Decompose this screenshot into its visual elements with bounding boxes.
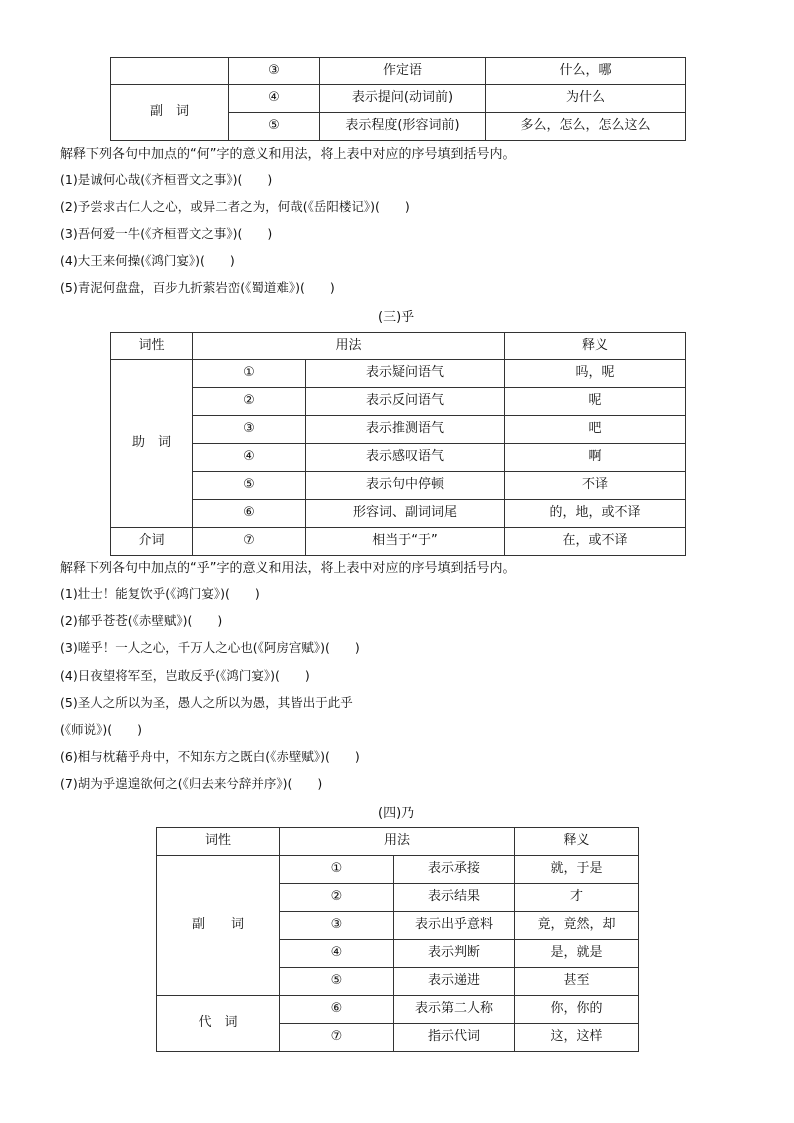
table-cell-num: ② <box>280 884 394 912</box>
he-question-2: (2)予尝求古仁人之心，或异二者之为，何哉(《岳阳楼记》)( ) <box>60 199 410 214</box>
table-cell-num: ⑥ <box>193 500 306 528</box>
table-cell-num: ② <box>193 388 306 416</box>
table-cell-meaning: 吗，呢 <box>505 360 686 388</box>
table-cell-num: ④ <box>280 940 394 968</box>
hu-question-1: (1)壮士！能复饮乎(《鸿门宴》)( ) <box>60 586 260 601</box>
hu-question-7: (7)胡为乎遑遑欲何之(《归去来兮辞并序》)( ) <box>60 776 323 791</box>
table-cell-num: ④ <box>229 85 320 113</box>
he-question-1: (1)是诚何心哉(《齐桓晋文之事》)( ) <box>60 172 273 187</box>
table-cell-pos: 副 词 <box>111 85 229 141</box>
table-cell-usage: 表示递进 <box>394 968 515 996</box>
header-pos: 词性 <box>157 828 280 856</box>
table-cell-usage: 表示第二人称 <box>394 996 515 1024</box>
hu-question-5-cont: (《师说》)( ) <box>60 722 143 737</box>
table-cell-num: ⑥ <box>280 996 394 1024</box>
table-cell-num: ③ <box>229 58 320 85</box>
hu-question-2: (2)郁乎苍苍(《赤壁赋》)( ) <box>60 613 223 628</box>
table-cell-meaning: 在，或不译 <box>505 528 686 556</box>
table-cell-usage: 表示承接 <box>394 856 515 884</box>
he-usage-table <box>110 57 686 141</box>
hu-instruction: 解释下列各句中加点的“乎”字的意义和用法，将上表中对应的序号填到括号内。 <box>60 561 516 576</box>
section-title-hu: (三)乎 <box>378 310 415 325</box>
table-cell-num: ③ <box>193 416 306 444</box>
table-cell-meaning: 才 <box>515 884 639 912</box>
table-cell-usage: 指示代词 <box>394 1024 515 1052</box>
header-meaning: 释义 <box>505 333 686 360</box>
table-cell-usage: 表示反问语气 <box>306 388 505 416</box>
table-cell-num: ⑤ <box>229 113 320 141</box>
hu-usage-table <box>110 332 686 556</box>
table-cell-usage: 表示程度(形容词前) <box>320 113 486 141</box>
table-cell-num: ⑦ <box>193 528 306 556</box>
table-cell-usage: 表示判断 <box>394 940 515 968</box>
table-cell-usage: 表示结果 <box>394 884 515 912</box>
table-cell-meaning: 你，你的 <box>515 996 639 1024</box>
table-cell-usage: 表示推测语气 <box>306 416 505 444</box>
hu-question-4: (4)日夜望将军至，岂敢反乎(《鸿门宴》)( ) <box>60 668 310 683</box>
table-cell-meaning: 啊 <box>505 444 686 472</box>
table-cell-usage: 表示疑问语气 <box>306 360 505 388</box>
table-cell-meaning: 呢 <box>505 388 686 416</box>
table-cell-num: ① <box>193 360 306 388</box>
section-title-nai: (四)乃 <box>378 806 415 821</box>
table-cell-meaning: 就，于是 <box>515 856 639 884</box>
hu-question-5: (5)圣人之所以为圣，愚人之所以为愚，其皆出于此乎 <box>60 695 353 710</box>
table-cell-usage: 表示出乎意料 <box>394 912 515 940</box>
table-cell-meaning: 为什么 <box>486 85 686 113</box>
table-cell-meaning: 什么，哪 <box>486 58 686 85</box>
table-cell-num: ③ <box>280 912 394 940</box>
table-cell-num: ⑦ <box>280 1024 394 1052</box>
header-meaning: 释义 <box>515 828 639 856</box>
table-cell-meaning: 是，就是 <box>515 940 639 968</box>
table-cell-num: ① <box>280 856 394 884</box>
table-cell-meaning: 的，地，或不译 <box>505 500 686 528</box>
table-cell <box>111 58 229 85</box>
nai-usage-table <box>156 827 639 1052</box>
table-cell-meaning: 竟，竟然，却 <box>515 912 639 940</box>
table-cell-pos: 助 词 <box>111 360 193 528</box>
table-cell-meaning: 吧 <box>505 416 686 444</box>
table-cell-pos: 代 词 <box>157 996 280 1052</box>
hu-question-3: (3)嗟乎！一人之心，千万人之心也(《阿房宫赋》)( ) <box>60 640 360 655</box>
header-usage: 用法 <box>193 333 505 360</box>
he-question-3: (3)吾何爱一牛(《齐桓晋文之事》)( ) <box>60 226 273 241</box>
he-instruction: 解释下列各句中加点的“何”字的意义和用法，将上表中对应的序号填到括号内。 <box>60 147 516 162</box>
table-cell-usage: 表示句中停顿 <box>306 472 505 500</box>
header-pos: 词性 <box>111 333 193 360</box>
he-question-4: (4)大王来何操(《鸿门宴》)( ) <box>60 253 235 268</box>
table-cell-meaning: 不译 <box>505 472 686 500</box>
hu-question-6: (6)相与枕藉乎舟中，不知东方之既白(《赤壁赋》)( ) <box>60 749 360 764</box>
header-usage: 用法 <box>280 828 515 856</box>
table-cell-meaning: 甚至 <box>515 968 639 996</box>
table-cell-num: ④ <box>193 444 306 472</box>
he-question-5: (5)青泥何盘盘，百步九折萦岩峦(《蜀道难》)( ) <box>60 280 335 295</box>
table-cell-usage: 相当于“于” <box>306 528 505 556</box>
table-cell-usage: 作定语 <box>320 58 486 85</box>
table-cell-num: ⑤ <box>280 968 394 996</box>
table-cell-usage: 表示感叹语气 <box>306 444 505 472</box>
table-cell-meaning: 这，这样 <box>515 1024 639 1052</box>
table-cell-meaning: 多么，怎么，怎么这么 <box>486 113 686 141</box>
table-cell-pos: 副 词 <box>157 856 280 996</box>
table-cell-num: ⑤ <box>193 472 306 500</box>
table-cell-pos: 介词 <box>111 528 193 556</box>
table-cell-usage: 形容词、副词词尾 <box>306 500 505 528</box>
table-cell-usage: 表示提问(动词前) <box>320 85 486 113</box>
